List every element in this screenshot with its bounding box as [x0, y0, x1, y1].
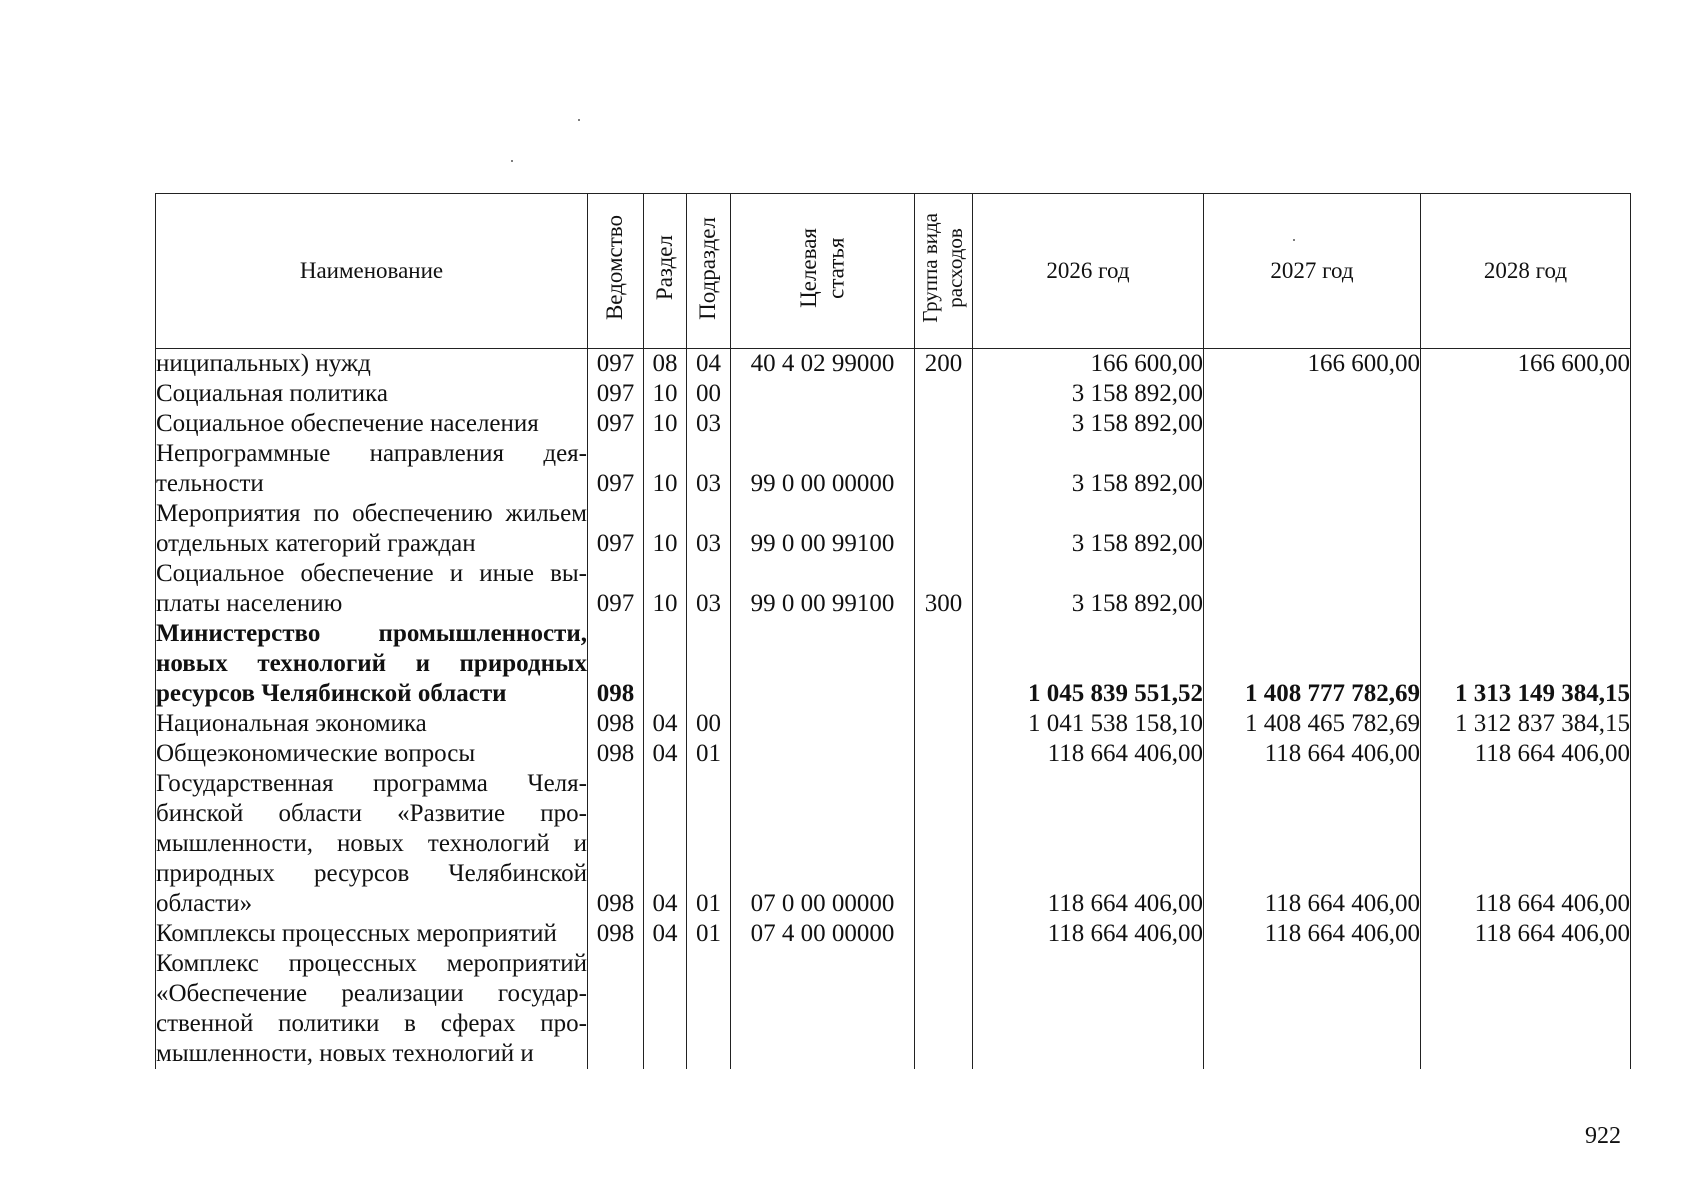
row-expense-group	[915, 739, 973, 769]
row-amount-2027: 1 408 465 782,69	[1204, 709, 1421, 739]
row-department	[588, 949, 644, 1069]
row-section: 10	[644, 559, 687, 619]
row-department: 097	[588, 379, 644, 409]
row-amount-2027	[1204, 559, 1421, 619]
row-amount-2028: 1 313 149 384,15	[1421, 619, 1631, 709]
row-subsection	[687, 619, 731, 709]
row-expense-group	[915, 499, 973, 559]
table-row	[156, 949, 1631, 1069]
row-target-article	[731, 619, 915, 709]
row-section	[644, 949, 687, 1069]
header-section: Раздел	[644, 194, 687, 349]
row-name: Социальное обеспечение населения	[156, 409, 588, 439]
row-amount-2026: 3 158 892,00	[973, 559, 1204, 619]
row-expense-group	[915, 919, 973, 949]
row-subsection: 03	[687, 559, 731, 619]
table-row	[156, 439, 1631, 499]
header-year-2026: 2026 год	[973, 194, 1204, 349]
row-section: 10	[644, 439, 687, 499]
row-amount-2026: 118 664 406,00	[973, 739, 1204, 769]
row-name: Комплексы процессных мероприятий	[156, 919, 588, 949]
row-department: 098	[588, 709, 644, 739]
row-subsection: 01	[687, 919, 731, 949]
row-amount-2026	[973, 949, 1204, 1069]
row-subsection: 01	[687, 739, 731, 769]
row-expense-group	[915, 709, 973, 739]
row-amount-2027	[1204, 439, 1421, 499]
row-subsection: 03	[687, 439, 731, 499]
row-section: 10	[644, 379, 687, 409]
row-amount-2027	[1204, 379, 1421, 409]
row-expense-group	[915, 769, 973, 919]
row-amount-2028	[1421, 949, 1631, 1069]
row-section: 04	[644, 709, 687, 739]
page-number: 922	[1585, 1123, 1621, 1149]
row-name: Государственная программа Челябинской области «Развитие промышленности, новых технологий и природных ресурсов Челябинской области»	[156, 770, 587, 917]
row-subsection: 03	[687, 409, 731, 439]
row-department: 097	[588, 499, 644, 559]
row-section: 04	[644, 739, 687, 769]
table-row	[156, 409, 1631, 439]
row-amount-2026: 3 158 892,00	[973, 379, 1204, 409]
table-header-row	[156, 194, 1631, 349]
row-expense-group	[915, 379, 973, 409]
row-amount-2028: 118 664 406,00	[1421, 739, 1631, 769]
row-section	[644, 619, 687, 709]
row-department: 097	[588, 439, 644, 499]
row-name: Министерство промышленности, новых технологий и природных ресурсов Челябинской области	[156, 620, 587, 707]
row-department: 098	[588, 769, 644, 919]
row-expense-group: 200	[915, 349, 973, 380]
row-department: 097	[588, 559, 644, 619]
row-amount-2026: 118 664 406,00	[973, 769, 1204, 919]
row-name: Мероприятия по обеспечению жильем отдельных категорий граждан	[156, 500, 587, 557]
row-amount-2028	[1421, 559, 1631, 619]
row-target-article	[731, 739, 915, 769]
row-amount-2028	[1421, 499, 1631, 559]
row-amount-2027: 118 664 406,00	[1204, 919, 1421, 949]
row-subsection: 03	[687, 499, 731, 559]
table-row	[156, 769, 1631, 919]
row-name: Непрограммные направления деятельности	[156, 440, 587, 497]
row-name: Комплекс процессных мероприятий «Обеспечение реализации государственной политики в сферах промышленности, новых технологий и	[156, 950, 587, 1067]
row-amount-2027: 1 408 777 782,69	[1204, 619, 1421, 709]
table-row	[156, 619, 1631, 709]
row-amount-2027	[1204, 409, 1421, 439]
row-amount-2026: 1 041 538 158,10	[973, 709, 1204, 739]
row-section: 04	[644, 919, 687, 949]
table-row	[156, 919, 1631, 949]
row-target-article: 99 0 00 99100	[731, 499, 915, 559]
row-expense-group	[915, 409, 973, 439]
row-target-article: 07 0 00 00000	[731, 769, 915, 919]
row-amount-2028: 1 312 837 384,15	[1421, 709, 1631, 739]
row-section: 08	[644, 349, 687, 380]
row-expense-group: 300	[915, 559, 973, 619]
row-subsection: 01	[687, 769, 731, 919]
row-amount-2028: 118 664 406,00	[1421, 919, 1631, 949]
row-amount-2026: 1 045 839 551,52	[973, 619, 1204, 709]
table-row	[156, 349, 1631, 380]
row-name: ниципальных) нужд	[156, 349, 588, 380]
row-name: Социальная политика	[156, 379, 588, 409]
header-department: Ведомство	[588, 194, 644, 349]
row-amount-2028	[1421, 379, 1631, 409]
row-name: Национальная экономика	[156, 709, 588, 739]
row-target-article: 99 0 00 00000	[731, 439, 915, 499]
row-amount-2027: 166 600,00	[1204, 349, 1421, 380]
row-amount-2027: 118 664 406,00	[1204, 769, 1421, 919]
header-name: Наименование	[156, 194, 588, 349]
row-subsection	[687, 949, 731, 1069]
row-amount-2026: 3 158 892,00	[973, 499, 1204, 559]
row-target-article: 07 4 00 00000	[731, 919, 915, 949]
header-year-2027: 2027 год	[1204, 194, 1421, 349]
row-amount-2026: 3 158 892,00	[973, 409, 1204, 439]
row-amount-2028: 118 664 406,00	[1421, 769, 1631, 919]
budget-table	[155, 193, 1631, 1069]
row-subsection: 00	[687, 379, 731, 409]
row-target-article	[731, 379, 915, 409]
row-target-article	[731, 709, 915, 739]
row-amount-2026: 166 600,00	[973, 349, 1204, 380]
row-section: 10	[644, 499, 687, 559]
row-section: 04	[644, 769, 687, 919]
row-target-article	[731, 949, 915, 1069]
table-row	[156, 499, 1631, 559]
row-amount-2027: 118 664 406,00	[1204, 739, 1421, 769]
row-subsection: 04	[687, 349, 731, 380]
table-row	[156, 709, 1631, 739]
row-department: 098	[588, 919, 644, 949]
row-expense-group	[915, 619, 973, 709]
row-department: 098	[588, 619, 644, 709]
row-amount-2027	[1204, 499, 1421, 559]
header-expense-group: Группа вида расходов	[915, 194, 973, 349]
table-row	[156, 379, 1631, 409]
row-expense-group	[915, 949, 973, 1069]
row-amount-2027	[1204, 949, 1421, 1069]
row-amount-2028	[1421, 439, 1631, 499]
row-target-article	[731, 409, 915, 439]
row-amount-2028: 166 600,00	[1421, 349, 1631, 380]
row-department: 097	[588, 349, 644, 380]
table-row	[156, 559, 1631, 619]
row-amount-2026: 3 158 892,00	[973, 439, 1204, 499]
header-target-article: Целевая статья	[731, 194, 915, 349]
row-name: Общеэкономические вопросы	[156, 739, 588, 769]
row-section: 10	[644, 409, 687, 439]
row-name: Социальное обеспечение и иные выплаты населению	[156, 560, 587, 617]
row-amount-2028	[1421, 409, 1631, 439]
row-amount-2026: 118 664 406,00	[973, 919, 1204, 949]
table-row	[156, 739, 1631, 769]
row-target-article: 99 0 00 99100	[731, 559, 915, 619]
row-department: 097	[588, 409, 644, 439]
header-subsection: Подраздел	[687, 194, 731, 349]
header-year-2028: 2028 год	[1421, 194, 1631, 349]
row-department: 098	[588, 739, 644, 769]
row-subsection: 00	[687, 709, 731, 739]
row-expense-group	[915, 439, 973, 499]
row-target-article: 40 4 02 99000	[731, 349, 915, 380]
